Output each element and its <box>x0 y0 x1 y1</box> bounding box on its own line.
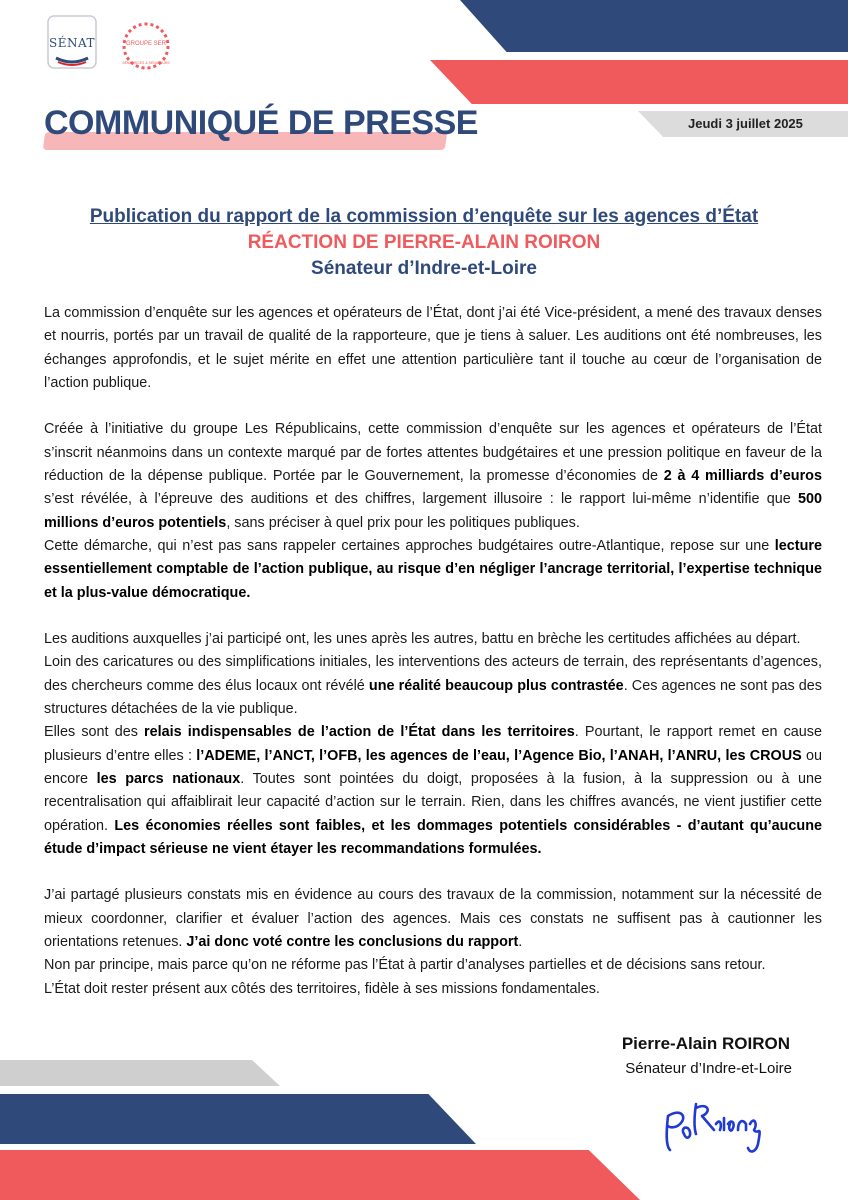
bold-run: Les économies réelles sont faibles, et les dommages potentiels considérables - d’autant qu’aucune étude d’impact sérieuse ne vient étayer les recommandations formulées. <box>44 817 822 857</box>
footer-stripe-red <box>0 1150 640 1200</box>
title-block <box>0 204 848 282</box>
paragraph-9: L’État doit rester présent aux côtés des territoires, fidèle à ses missions fondamentales. <box>44 980 600 997</box>
bold-run: lecture essentiellement comptable de l’action publique, au risque d’en négliger l’ancrage territorial, l’expertise technique et la plus-value démocratique. <box>44 537 822 601</box>
text-run: . <box>518 934 523 951</box>
text-run: , sans préciser à quel prix pour les politiques publiques. <box>226 514 580 531</box>
paragraph-6 <box>44 721 822 861</box>
bold-run: J’ai donc voté contre les conclusions du rapport <box>186 934 519 951</box>
paragraph-8: Non par principe, mais parce qu’on ne réforme pas l’État à partir d’analyses partielles et de décisions sans retour. <box>44 957 766 974</box>
header-stripe-red <box>430 60 848 104</box>
senator-subtitle: Sénateur d’Indre-et-Loire <box>311 258 537 279</box>
text-run: s’est révélée, à l’épreuve des auditions et des chiffres, largement illusoire : le rapport lui-même n’identifie que <box>44 491 798 508</box>
paragraph-5 <box>44 651 822 721</box>
page-title: COMMUNIQUÉ DE PRESSE <box>44 104 478 142</box>
text-run: . Toutes sont pointées du doigt, proposées à la fusion, à la suppression ou à une recentralisation qui affaiblirait leur capacité d’action sur le terrain. Rien, dans les chiffres avancés, ne vient justifier cette opération. <box>44 770 822 834</box>
bold-run: 2 à 4 milliards d’euros <box>663 468 822 485</box>
ser-logo-label: GROUPE SER <box>125 41 167 47</box>
footer-stripe-gray <box>0 1060 280 1086</box>
bold-run: relais indispensables de l’action de l’État dans les territoires <box>144 724 575 741</box>
text-run: Elles sont des <box>44 724 145 741</box>
signatory-name: Pierre-Alain ROIRON <box>621 1034 790 1053</box>
paragraph-7 <box>44 884 822 954</box>
reaction-title: RÉACTION DE PIERRE-ALAIN ROIRON <box>247 232 601 253</box>
senat-logo-label: SÉNAT <box>49 36 95 50</box>
text-run: J’ai partagé plusieurs constats mis en évidence au cours des travaux de la commission, notamment sur la nécessité de mieux coordonner, clarifier et évaluer l’action des agences. Mais ces constats ne suffisent pas à cautionner les orientations retenues. <box>44 887 822 951</box>
text-run: Créée à l’initiative du groupe Les Républicains, cette commission d’enquête sur les agences et opérateurs de l’État s’inscrit néanmoins dans un contexte marqué par de fortes attentes budgétaires et une pression politique en faveur de la réduction de la dépense publique. Portée par le Gouvernement, la promesse d’économies de <box>44 421 822 485</box>
bold-run: l’ADEME, l’ANCT, l’OFB, les agences de l’eau, l’Agence Bio, l’ANAH, l’ANRU, les CROUS <box>196 747 802 764</box>
signatory-role: Sénateur d’Indre-et-Loire <box>625 1060 792 1077</box>
ser-logo-sub: SÉNATRICES & SÉNATEURS <box>122 61 170 65</box>
bold-run: les parcs nationaux <box>96 770 241 787</box>
text-run: . Ces agences ne sont pas des structures détachées de la vie publique. <box>44 677 822 718</box>
report-title: Publication du rapport de la commission d’enquête sur les agences d’État <box>89 206 759 227</box>
bold-run: 500 millions d’euros potentiels <box>44 491 822 531</box>
text-run: . Pourtant, le rapport remet en cause plusieurs d’entre elles : <box>44 724 823 764</box>
text-run: ou encore <box>44 747 822 787</box>
press-release-date: Jeudi 3 juillet 2025 <box>688 116 803 131</box>
footer-stripe-navy <box>0 1094 476 1144</box>
handwritten-signature <box>658 1094 784 1158</box>
ser-logo <box>118 20 174 76</box>
text-run: Loin des caricatures ou des simplifications initiales, les interventions des acteurs de terrain, des représentants d’agences, des chercheurs comme des élus locaux ont révélé <box>44 654 822 694</box>
header-stripe-navy <box>460 0 848 52</box>
paragraph-1: La commission d’enquête sur les agences et opérateurs de l’État, dont j’ai été Vice-président, a mené des travaux denses et nourris, portés par un travail de qualité de la rapporteure, que je tiens à saluer. Les auditions ont été nombreuses, les échanges approfondis, et le sujet mérite en effet une attention particulière tant il touche au cœur de l’organisation de l’action publique. <box>44 305 822 391</box>
paragraph-3 <box>44 535 822 605</box>
text-run: Cette démarche, qui n’est pas sans rappeler certaines approches budgétaires outre-Atlantique, repose sur une <box>44 537 775 554</box>
press-release-body <box>44 302 822 1001</box>
paragraph-2 <box>44 418 822 534</box>
bold-run: une réalité beaucoup plus contrastée <box>368 677 624 694</box>
paragraph-4: Les auditions auxquelles j’ai participé ont, les unes après les autres, battu en brèche les certitudes affichées au départ. <box>44 631 801 648</box>
